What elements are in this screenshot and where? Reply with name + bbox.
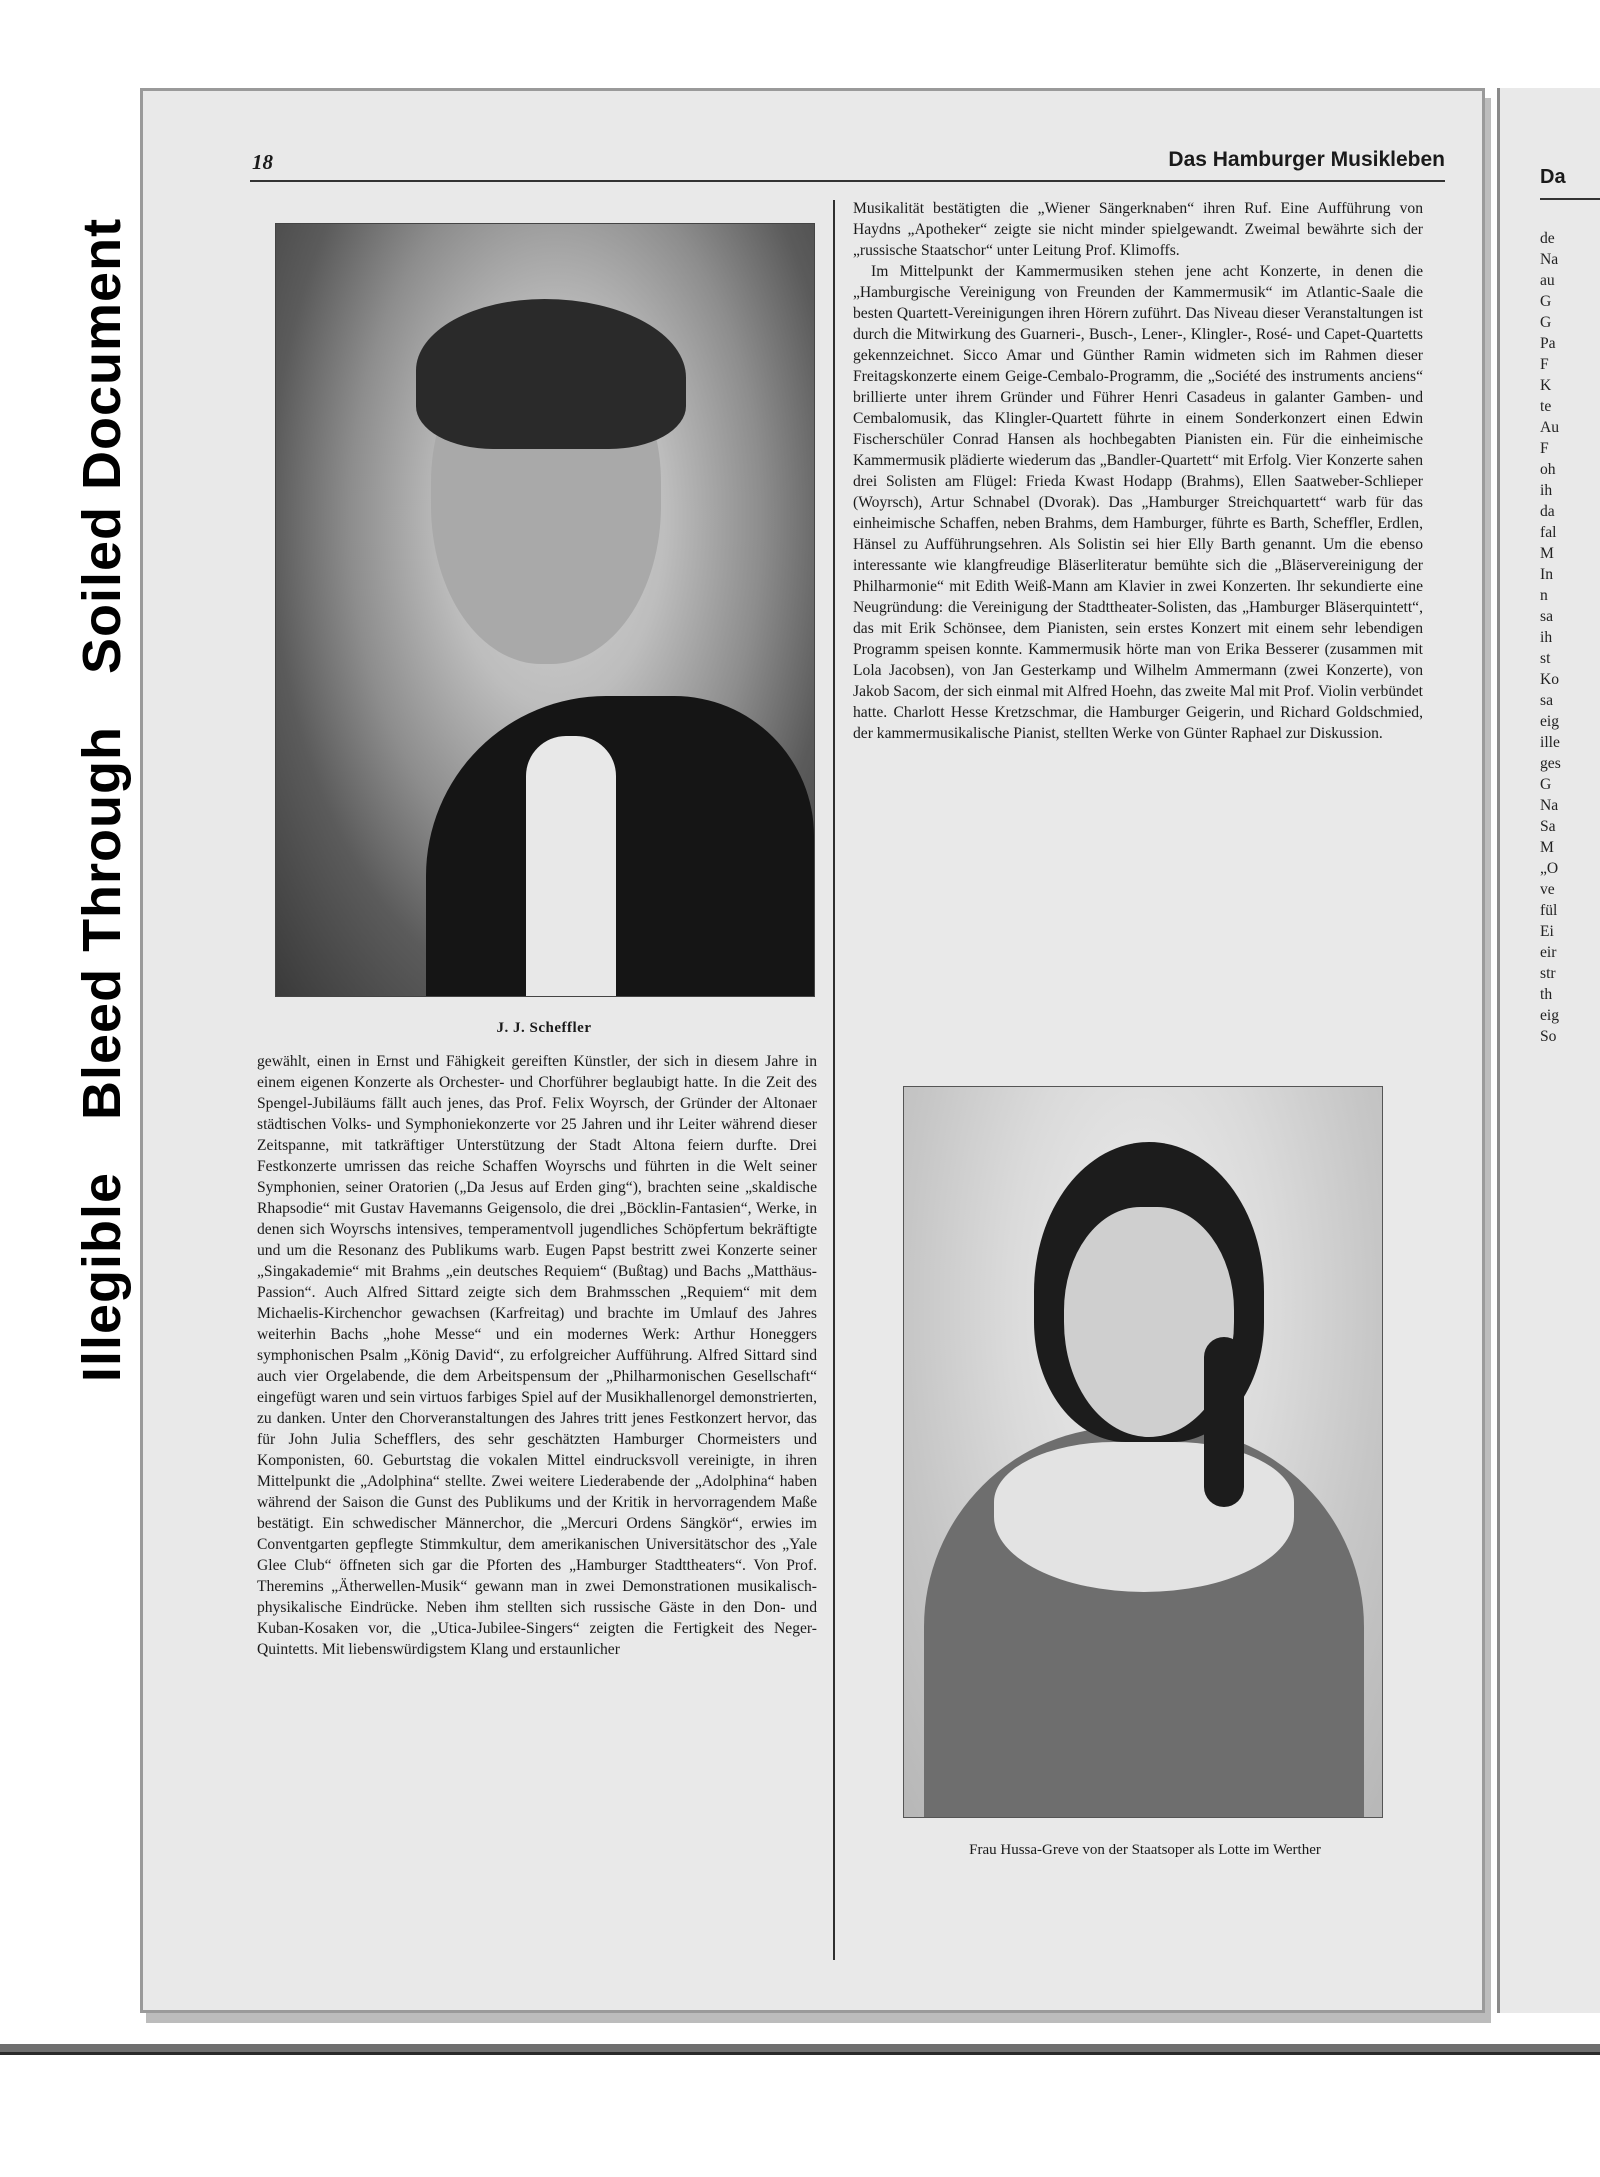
adjacent-line-fragment: ve xyxy=(1540,881,1555,898)
label-soiled-document: Soiled Document xyxy=(72,217,132,674)
adjacent-line-fragment: str xyxy=(1540,965,1556,982)
portrait2-braid xyxy=(1204,1337,1244,1507)
scan-bottom-line xyxy=(0,2052,1600,2055)
right-column-text xyxy=(853,198,1423,744)
adjacent-line-fragment: eig xyxy=(1540,1007,1560,1024)
adjacent-line-fragment: ille xyxy=(1540,734,1560,751)
left-paragraph: gewählt, einen in Ernst und Fähigkeit gereiften Künstler, der sich in diesem Jahre in einem eigenen Konzerte als Orchester- und Chorführer beglaubigt hatte. In die Zeit des Spengel-Jubiläums fällt auch jenes, das Prof. Felix Woyrsch, der Gründer der Altonaer städtischen Volks- und Symphoniekonzerte vor 25 Jahren und ihr Leiter während dieser Zeitspanne, mit tatkräftiger Unterstützung der Stadt Altona feiern durfte. Drei Festkonzerte umrissen das reiche Schaffen Woyrschs und führten in die Welt seiner Symphonien, seiner Oratorien („Da Jesus auf Erden ging“), brachten seine „skaldische Rhapsodie“ mit Gustav Havemanns Geigensolo, die drei „Böcklin-Fantasien“, Werke, in denen sich Woyrschs intensives, temperamentvoll jugendliches Schöpfertum bekräftigte und um die Resonanz des Publikums warb. Eugen Papst bestritt zwei Konzerte seiner „Singakademie“ mit Brahms „ein deutsches Requiem“ (Bußtag) und Bachs „Matthäus-Passion“. Auch Alfred Sittard zeigte sich dem Brahmsschen „Requiem“ mit dem Michaelis-Kirchenchor gewachsen (Karfreitag) und brachte im Umlauf des Jahres weiterhin Bachs „hohe Messe“ und ein modernes Werk: Arthur Honeggers symphonischen Psalm „König David“, zu erfolgreicher Aufführung. Alfred Sittard sind auch vier Orgelabende, die dem Arbeitspensum der „Philharmonischen Gesellschaft“ eingefügt waren und sein virtuos farbiges Spiel auf der Musikhallenorgel demonstrierten, zu danken. Unter den Chorveranstaltungen des Jahres tritt jenes Festkonzert hervor, das für John Julia Schefflers, des sehr geschätzten Hamburger Chormeisters und Komponisten, 60. Geburtstag die vokalen Mittel eindrucksvoll vereinigte, in ihren Mittelpunkt die „Adolphina“ stellte. Zwei weitere Liederabende der „Adolphina“ haben während der Saison die Gunst des Publikums und der Kritik in hervorragendem Maße bestätigt. Ein schwedischer Männerchor, die „Mercuri Ordens Sängkör“, erwies im Conventgarten gepflegte Stimmkultur, dem amerikanischen Universitätschor des „Yale Glee Club“ öffneten sich gar die Pforten des „Hamburger Stadttheaters“. Von Prof. Theremins „Ätherwellen-Musik“ gewann man in zwei Demonstrationen musikalisch-physikalische Eindrücke. Neben ihm stellten sich russische Gäste in den Don- und Kuban-Kosaken vor, die „Utica-Jubilee-Singers“ zeigten die Fertigkeit des Neger-Quintetts. Mit liebenswürdigstem Klang und erstaunlicher xyxy=(257,1053,817,1658)
photo2-caption: Frau Hussa-Greve von der Staatsoper als Lotte im Werther xyxy=(969,1842,1321,1858)
adjacent-line-fragment: eig xyxy=(1540,713,1560,730)
adjacent-line-fragment: n xyxy=(1540,587,1548,604)
portrait2-collar xyxy=(994,1442,1294,1592)
adjacent-line-fragment: Ko xyxy=(1540,671,1560,688)
label-bleed-through: Bleed Through xyxy=(72,726,132,1120)
right-paragraph-2: Im Mittelpunkt der Kammermusiken stehen jene acht Konzerte, in denen die „Hamburgische Vereinigung von Freunden der Kammermusik“ im Atlantic-Saale die besten Quartett-Vereinigungen ihren Hörern zuführt. Das Niveau dieser Veranstaltungen ist durch die Mitwirkung des Guarneri-, Busch-, Lener-, Klingler-, Rosé- und Capet-Quartetts gekennzeichnet. Sicco Amar und Günther Ramin widmeten sich im Rahmen dieser Freitagskonzerte einem Geige-Cembalo-Programm, die „Société des instruments anciens“ brillierte unter ihrem Gründer und Führer Henri Casadeus in galanter Gamben- und Cembalomusik, das Klingler-Quartett führte in einem Sonderkonzert einen Edwin Fischerschüler Conrad Hansen als hochbegabten Pianisten ein. Für die einheimische Kammermusik plädierte wiederum das „Bandler-Quartett“ mit Erfolg. Vier Konzerte sahen drei Solisten am Flügel: Frieda Kwast Hodapp (Brahms), Ellen Saatweber-Schlieper (Woyrsch), Artur Schnabel (Dvorak). Das „Hamburger Streichquartett“ warb für das einheimische Schaffen, neben Brahms, dem Hamburger, führte es Barth, Scheffler, Erdlen, Hänsel zu Aufführungsehren. Als Solistin sei hier Elly Barth genannt. Um die ebenso interessante wie klangfreudige Bläserliteratur bemühte sich die „Bläservereinigung der Philharmonie“ mit Edith Weiß-Mann am Klavier in zwei Konzerten. Ihr sekundierte eine Neugründung: die Vereinigung der Stadttheater-Solisten, das „Hamburger Bläserquintett“, das mit Erik Schönsee, dem Pianisten, sein erstes Konzert mit einem sehr lebendigen Programm speisen konnte. Kammermusik hörte man von Erika Besserer (zusammen mit Lola Jacobsen), von Jan Gesterkamp und Wilhelm Ammermann (zwei Konzerte), von Jakob Sacom, der sich einmal mit Alfred Hoehn, das zweite Mal mit Prof. Violin verbündet hatte. Charlott Hesse Kretzschmar, die Hamburger Geigerin, und Richard Goldschmied, der kammermusikalische Pianist, stellten Werke von Günter Raphael zur Diskussion. xyxy=(853,263,1423,742)
scan-top-margin xyxy=(0,0,1600,46)
column-divider xyxy=(833,200,835,1960)
adjacent-line-fragment: eir xyxy=(1540,944,1557,961)
portrait-photo-hussa-greve xyxy=(903,1086,1383,1818)
adjacent-line-fragment: „O xyxy=(1540,860,1559,877)
adjacent-line-fragment: de xyxy=(1540,230,1555,247)
adjacent-line-fragment: Ei xyxy=(1540,923,1554,940)
adjacent-line-fragment: fül xyxy=(1540,902,1558,919)
adjacent-line-fragment: G xyxy=(1540,776,1552,793)
label-illegible: Illegible xyxy=(72,1172,132,1383)
condition-label-text xyxy=(71,200,133,1400)
adjacent-line-fragment: Pa xyxy=(1540,335,1556,352)
scan-bottom-band xyxy=(0,2044,1600,2052)
portrait-photo-scheffler xyxy=(275,223,815,997)
portrait-shirt xyxy=(526,736,616,996)
adjacent-line-fragment: F xyxy=(1540,356,1549,373)
adjacent-page-edge xyxy=(1497,88,1600,2013)
adjacent-line-fragment: G xyxy=(1540,314,1552,331)
adjacent-line-fragment: oh xyxy=(1540,461,1556,478)
adjacent-header-rule xyxy=(1540,198,1600,200)
adjacent-page-header: Da xyxy=(1540,166,1566,188)
adjacent-line-fragment: te xyxy=(1540,398,1552,415)
adjacent-line-fragment: au xyxy=(1540,272,1555,289)
portrait-jacket xyxy=(426,696,814,996)
adjacent-line-fragment: G xyxy=(1540,293,1552,310)
adjacent-line-fragment: In xyxy=(1540,566,1553,583)
photo1-caption: J. J. Scheffler xyxy=(496,1020,592,1036)
adjacent-line-fragment: ih xyxy=(1540,629,1553,646)
adjacent-line-fragment: ih xyxy=(1540,482,1553,499)
left-column-text xyxy=(257,1051,817,1660)
page-number: 18 xyxy=(252,150,273,174)
adjacent-line-fragment: Sa xyxy=(1540,818,1556,835)
adjacent-line-fragment: ges xyxy=(1540,755,1561,772)
adjacent-line-fragment: K xyxy=(1540,377,1552,394)
adjacent-line-fragment: sa xyxy=(1540,692,1553,709)
portrait-hair xyxy=(416,299,686,449)
adjacent-line-fragment: st xyxy=(1540,650,1551,667)
adjacent-line-fragment: M xyxy=(1540,839,1554,856)
adjacent-line-fragment: fal xyxy=(1540,524,1557,541)
adjacent-line-fragment: So xyxy=(1540,1028,1557,1045)
adjacent-line-fragment: Na xyxy=(1540,797,1559,814)
header-rule xyxy=(250,180,1445,182)
adjacent-page-fragments xyxy=(1540,228,1600,1047)
page-header: Das Hamburger Musikleben xyxy=(1168,148,1445,171)
adjacent-line-fragment: M xyxy=(1540,545,1554,562)
adjacent-line-fragment: da xyxy=(1540,503,1555,520)
adjacent-line-fragment: sa xyxy=(1540,608,1553,625)
right-paragraph-1: Musikalität bestätigten die „Wiener Sängerknaben“ ihren Ruf. Eine Aufführung von Haydns „Apotheker“ zeigte sie nicht minder spielgewandt. Zweimal bewährte sich der „russische Staatschor“ unter Leitung Prof. Klimoffs. xyxy=(853,200,1423,259)
adjacent-line-fragment: th xyxy=(1540,986,1553,1003)
adjacent-line-fragment: Na xyxy=(1540,251,1559,268)
adjacent-line-fragment: F xyxy=(1540,440,1549,457)
newspaper-page xyxy=(140,88,1485,2013)
adjacent-line-fragment: Au xyxy=(1540,419,1560,436)
condition-label xyxy=(52,120,152,1480)
